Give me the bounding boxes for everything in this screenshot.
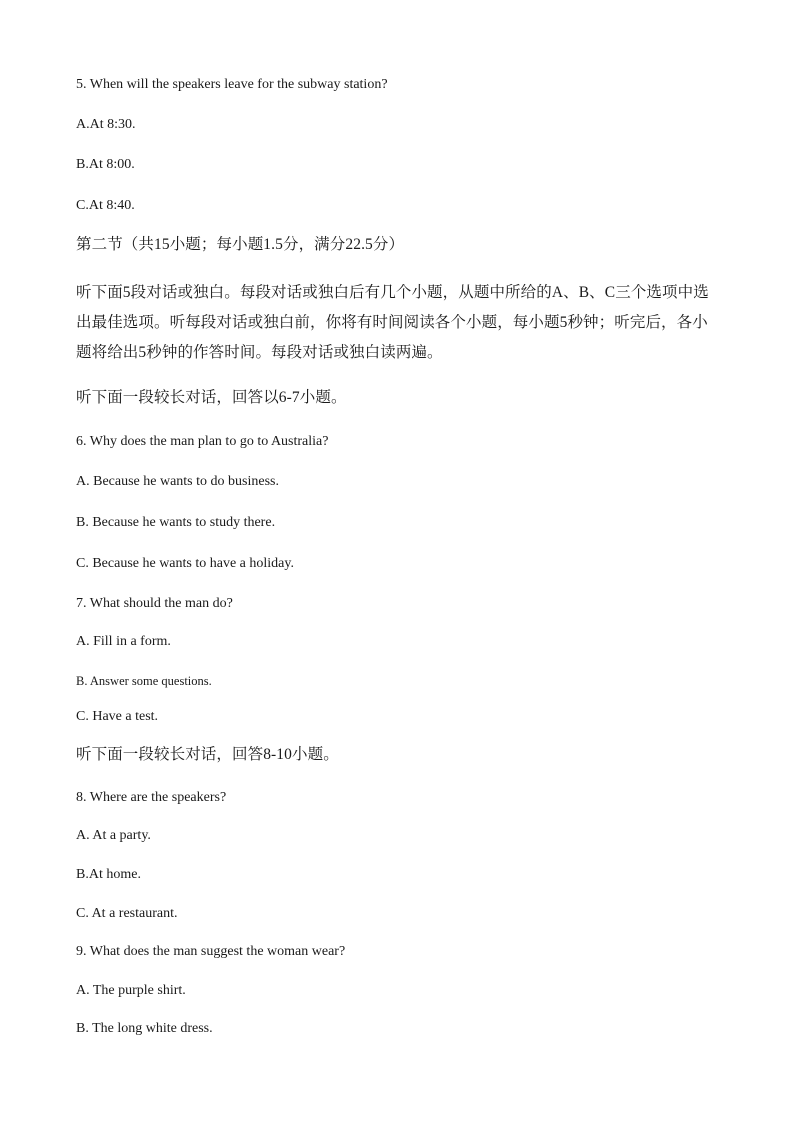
- section-heading: 第二节（共15小题；每小题1.5分，满分22.5分）: [76, 236, 405, 253]
- q7-option-a: A. Fill in a form.: [76, 634, 171, 649]
- q6-option-a: A. Because he wants to do business.: [76, 474, 279, 489]
- q5-option-a: A.At 8:30.: [76, 117, 136, 132]
- q5-option-c: C.At 8:40.: [76, 198, 135, 213]
- instructions-line-3: 题将给出5秒钟的作答时间。每段对话或独白读两遍。: [76, 344, 443, 361]
- question-9: 9. What does the man suggest the woman wear?: [76, 944, 346, 959]
- q9-option-a: A. The purple shirt.: [76, 983, 186, 998]
- question-8: 8. Where are the speakers?: [76, 790, 227, 805]
- q6-option-c: C. Because he wants to have a holiday.: [76, 556, 294, 571]
- q7-option-b: B. Answer some questions.: [76, 674, 212, 688]
- q8-option-a: A. At a party.: [76, 828, 151, 843]
- instructions-line-1: 听下面5段对话或独白。每段对话或独白后有几个小题，从题中所给的A、B、C三个选项中选: [76, 284, 709, 301]
- q6-option-b: B. Because he wants to study there.: [76, 515, 276, 530]
- q8-option-b: B.At home.: [76, 867, 141, 882]
- question-6: 6. Why does the man plan to go to Australia?: [76, 434, 329, 449]
- intro-6-7: 听下面一段较长对话，回答以6-7小题。: [76, 389, 347, 406]
- instructions-line-2: 出最佳选项。听每段对话或独白前，你将有时间阅读各个小题，每小题5秒钟；听完后，各小: [76, 314, 708, 331]
- q8-option-c: C. At a restaurant.: [76, 906, 178, 921]
- question-7: 7. What should the man do?: [76, 596, 233, 611]
- question-5: 5. When will the speakers leave for the subway station?: [76, 77, 388, 92]
- q9-option-b: B. The long white dress.: [76, 1021, 213, 1036]
- q7-option-c: C. Have a test.: [76, 709, 159, 724]
- q5-option-b: B.At 8:00.: [76, 157, 135, 172]
- intro-8-10: 听下面一段较长对话，回答8-10小题。: [76, 746, 339, 763]
